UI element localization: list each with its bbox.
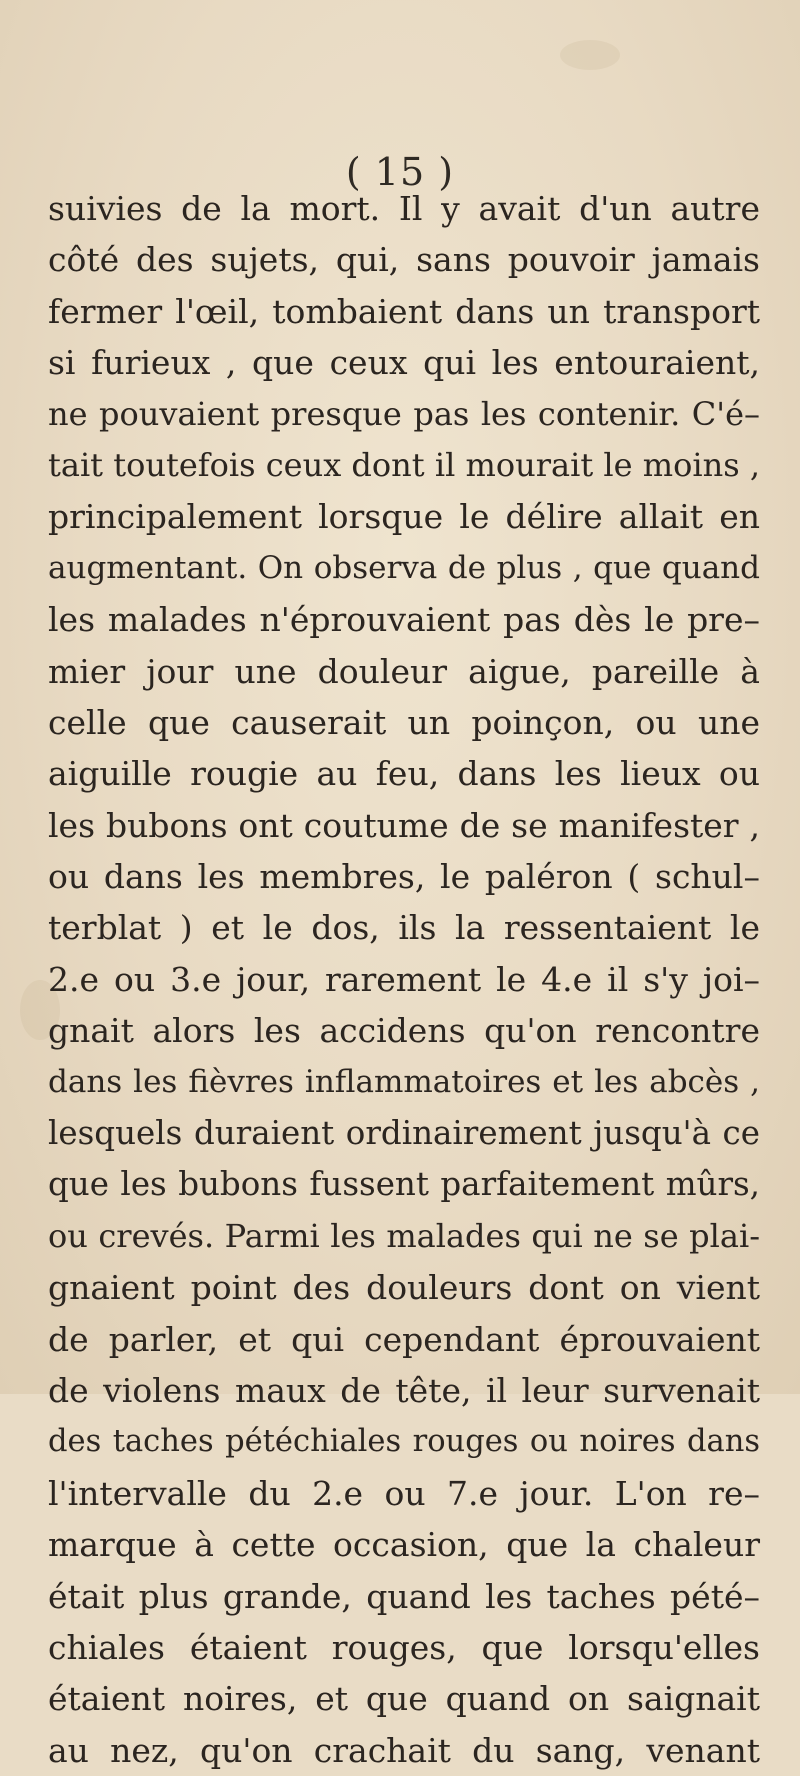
text-line: les malades n'éprouvaient pas dès le pre–	[48, 600, 760, 640]
text-line: étaient noires, et que quand on saignait	[48, 1679, 760, 1719]
text-line: celle que causerait un poinçon, ou une	[48, 702, 760, 742]
text-line: terblat ) et le dos, ils la ressentaient le	[48, 908, 760, 948]
text-line: aiguille rougie au feu, dans les lieux ou	[48, 754, 760, 794]
text-line: de parler, et qui cependant éprouvaient	[48, 1319, 760, 1359]
text-line: de violens maux de tête, il leur survenait	[48, 1370, 760, 1410]
text-line: que les bubons fussent parfaitement mûrs,	[48, 1165, 760, 1204]
text-line: les bubons ont coutume de se manifester ,	[48, 805, 760, 845]
text-line: était plus grande, quand les taches pété–	[48, 1576, 760, 1616]
text-line: mier jour une douleur aigue, pareille à	[48, 651, 760, 691]
text-line: marque à cette occasion, que la chaleur	[48, 1525, 760, 1565]
text-line: chiales étaient rouges, que lorsqu'elles	[48, 1627, 760, 1667]
text-line: gnait alors les accidens qu'on rencontre	[48, 1011, 760, 1051]
body-text	[48, 183, 788, 1776]
text-line: ou crevés. Parmi les malades qui ne se plai-	[48, 1216, 760, 1255]
text-line: dans les fièvres inflammatoires et les abcès ,	[48, 1063, 760, 1100]
text-line: si furieux , que ceux qui les entouraient,	[48, 343, 760, 383]
text-line: gnaient point des douleurs dont on vient	[48, 1268, 760, 1308]
text-line: au nez, qu'on crachait du sang, venant	[48, 1730, 760, 1770]
text-line: suivies de la mort. Il y avait d'un autre	[48, 189, 760, 228]
text-line: principalement lorsque le délire allait en	[48, 497, 760, 537]
text-line: l'intervalle du 2.e ou 7.e jour. L'on re–	[48, 1473, 760, 1513]
text-line: tait toutefois ceux dont il mourait le moins ,	[48, 445, 760, 484]
paper-stain	[560, 40, 620, 70]
page-number: ( 15 )	[345, 150, 455, 194]
text-line: 2.e ou 3.e jour, rarement le 4.e il s'y joi–	[48, 959, 760, 999]
text-line: côté des sujets, qui, sans pouvoir jamais	[48, 240, 760, 280]
text-line: ne pouvaient presque pas les contenir. C'é–	[48, 394, 760, 433]
text-line: ou dans les membres, le paléron ( schul–	[48, 857, 760, 897]
text-line: fermer l'œil, tombaient dans un transport	[48, 291, 760, 331]
text-line: lesquels duraient ordinairement jusqu'à ce	[48, 1114, 760, 1153]
text-line: augmentant. On observa de plus , que quand	[48, 549, 760, 586]
text-line: des taches pétéchiales rouges ou noires dans	[48, 1424, 760, 1460]
